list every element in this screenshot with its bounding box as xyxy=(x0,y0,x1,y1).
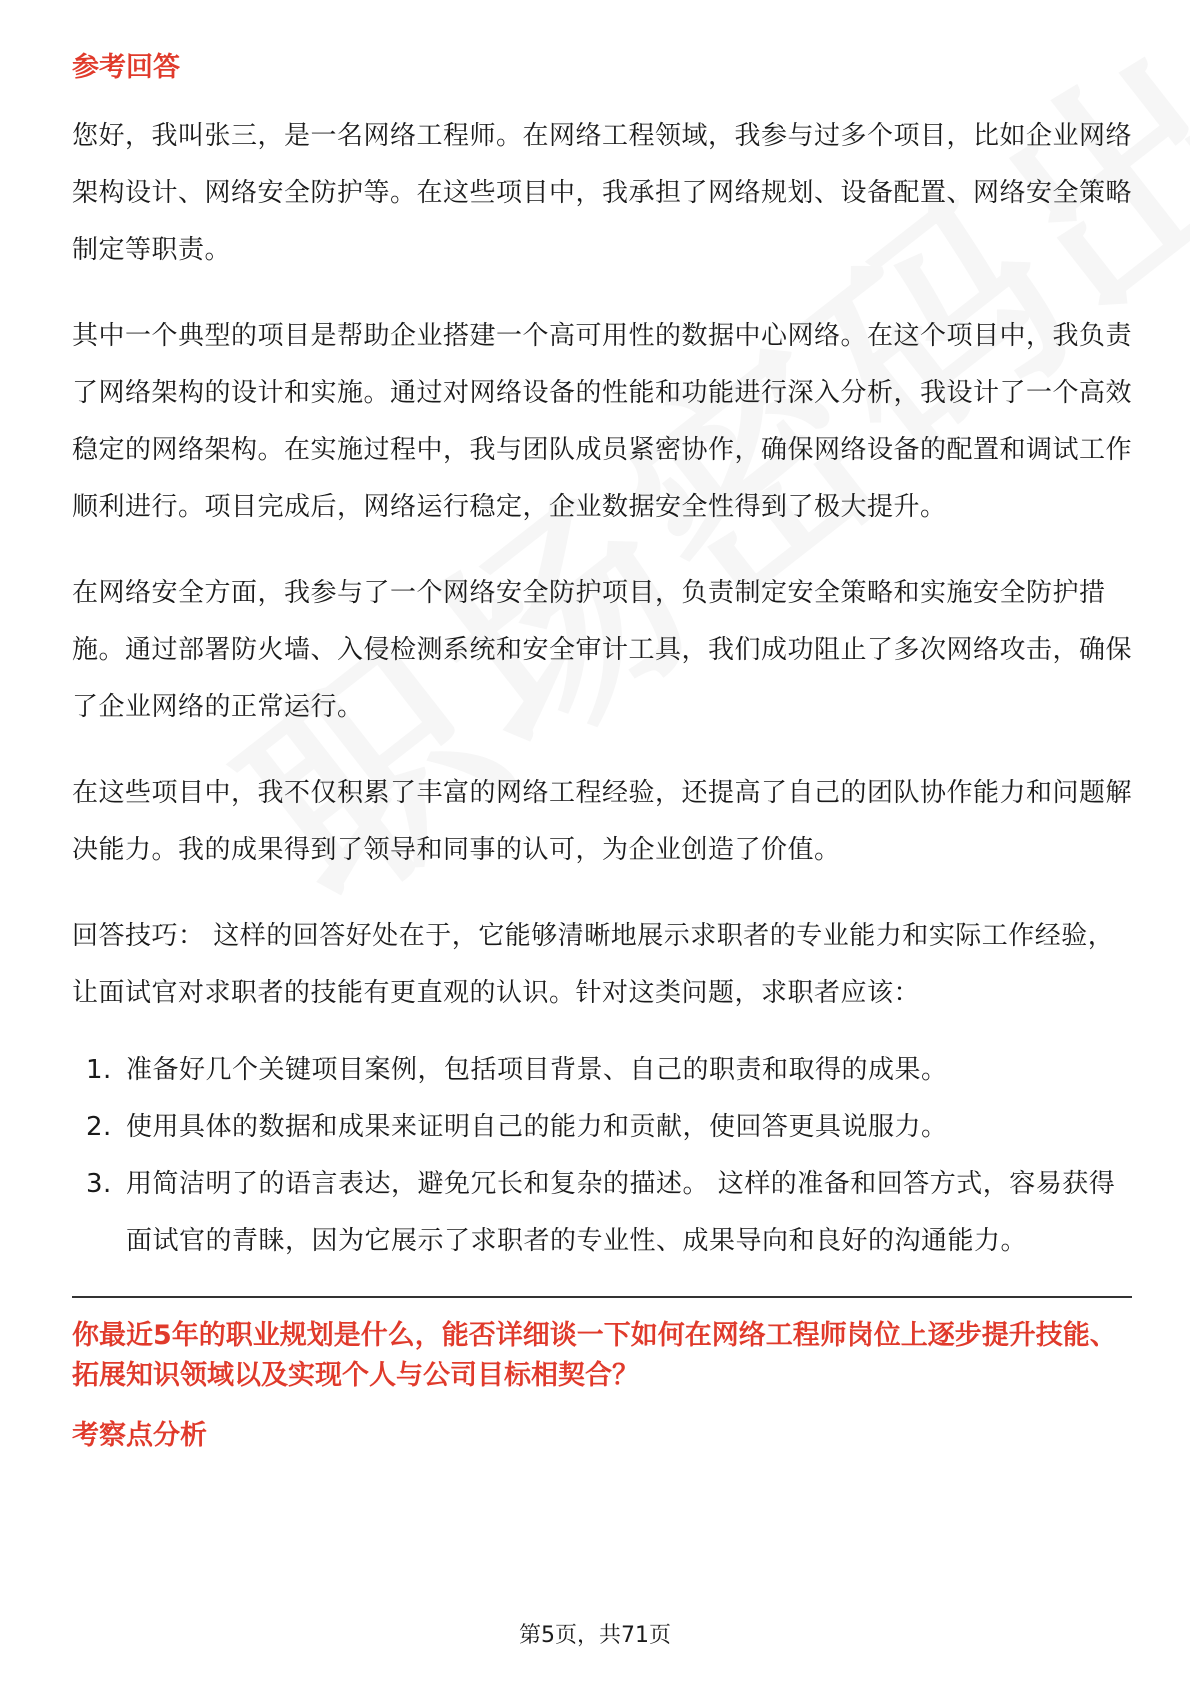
list-text: 用简洁明了的语言表达，避免冗长和复杂的描述。 这样的准备和回答方式，容易获得面试官的青睐，因为它展示了求职者的专业性、成果导向和良好的沟通能力。 xyxy=(126,1169,1116,1256)
paragraph-intro: 您好，我叫张三，是一名网络工程师。在网络工程领域，我参与过多个项目，比如企业网络架构设计、网络安全防护等。在这些项目中，我承担了网络规划、设备配置、网络安全策略制定等职责。 xyxy=(72,121,1133,265)
analysis-heading: 考察点分析 xyxy=(72,1420,207,1451)
paragraph-summary: 在这些项目中，我不仅积累了丰富的网络工程经验，还提高了自己的团队协作能力和问题解决能力。我的成果得到了领导和同事的认可，为企业创造了价值。 xyxy=(72,778,1133,865)
paragraph-project: 其中一个典型的项目是帮助企业搭建一个高可用性的数据中心网络。在这个项目中，我负责了网络架构的设计和实施。通过对网络设备的性能和功能进行深入分析，我设计了一个高效稳定的网络架构。在实施过程中，我与团队成员紧密协作，确保网络设备的配置和调试工作顺利进行。项目完成后，网络运行稳定，企业数据安全性得到了极大提升。 xyxy=(72,321,1133,522)
reference-answer-heading: 参考回答 xyxy=(72,52,180,83)
list-item xyxy=(72,1156,1132,1270)
list-number: 3. xyxy=(86,1169,112,1199)
list-number: 2. xyxy=(86,1112,112,1142)
section-divider xyxy=(72,1296,1132,1298)
list-text: 使用具体的数据和成果来证明自己的能力和贡献，使回答更具说服力。 xyxy=(126,1112,948,1142)
paragraph-security: 在网络安全方面，我参与了一个网络安全防护项目，负责制定安全策略和实施安全防护措施。通过部署防火墙、入侵检测系统和安全审计工具，我们成功阻止了多次网络攻击，确保了企业网络的正常运行。 xyxy=(72,578,1133,722)
page-footer: 第5页，共71页 xyxy=(519,1623,671,1648)
paragraph-tips: 回答技巧： 这样的回答好处在于，它能够清晰地展示求职者的专业能力和实际工作经验，让面试官对求职者的技能有更直观的认识。针对这类问题，求职者应该： xyxy=(72,921,1115,1008)
list-item xyxy=(72,1042,1132,1099)
next-question: 你最近5年的职业规划是什么，能否详细谈一下如何在网络工程师岗位上逐步提升技能、拓展知识领域以及实现个人与公司目标相契合？ xyxy=(72,1320,1117,1391)
list-number: 1. xyxy=(86,1055,112,1085)
tips-list xyxy=(72,1042,1132,1270)
list-item xyxy=(72,1099,1132,1156)
document-page xyxy=(72,48,1132,1476)
list-text: 准备好几个关键项目案例，包括项目背景、自己的职责和取得的成果。 xyxy=(126,1055,948,1085)
